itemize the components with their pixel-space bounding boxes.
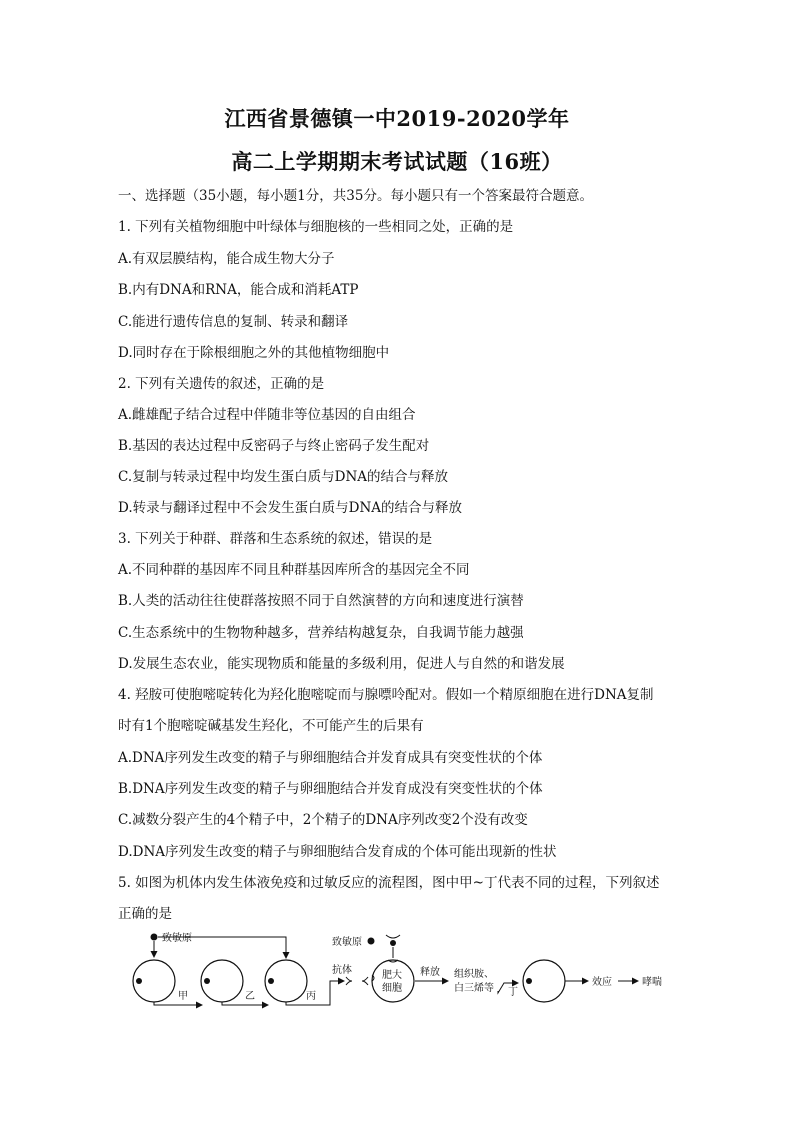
substances-line2: 白三烯等	[454, 983, 494, 994]
question-3-option-b: B.人类的活动往往使群落按照不同于自然演替的方向和速度进行演替	[118, 593, 524, 609]
allergen-dot-right-2	[390, 940, 396, 946]
mast-cell-label-line2: 细胞	[382, 983, 402, 994]
allergen-bind-shape	[386, 935, 400, 938]
label-jia: 甲	[178, 991, 188, 1002]
question-1-option-a: A.有双层膜结构，能合成生物大分子	[118, 251, 335, 267]
question-1-stem: 1. 下列有关植物细胞中叶绿体与细胞核的一些相同之处，正确的是	[118, 219, 514, 235]
question-4-stem-line2: 时有1个胞嘧啶碱基发生羟化，不可能产生的后果有	[118, 718, 424, 734]
question-3-option-c: C.生态系统中的生物物种越多，营养结构越复杂，自我调节能力越强	[118, 625, 524, 641]
question-4-stem-line1: 4. 羟胺可使胞嘧啶转化为羟化胞嘧啶而与腺嘌呤配对。假如一个精原细胞在进行DNA复制	[118, 687, 654, 703]
question-1-option-b: B.内有DNA和RNA，能合成和消耗ATP	[118, 282, 359, 298]
question-4-option-a: A.DNA序列发生改变的精子与卵细胞结合并发育成具有突变性状的个体	[118, 750, 543, 766]
effect-label: 效应	[592, 977, 612, 988]
section-header: 一、选择题（35小题，每小题1分，共35分。每小题只有一个答案最符合题意。	[118, 188, 593, 204]
exam-title-line1: 江西省景德镇一中2019-2020学年	[224, 106, 570, 131]
release-label: 释放	[420, 967, 440, 978]
label-ding: 丁	[508, 987, 518, 998]
target-cell-nucleus	[526, 978, 532, 984]
cell-3-nucleus	[268, 978, 274, 984]
question-4-option-c: C.减数分裂产生的4个精子中，2个精子的DNA序列改变2个没有改变	[118, 812, 528, 828]
cell-1-nucleus	[136, 978, 142, 984]
cell-2-nucleus	[204, 978, 210, 984]
allergen-dot-right	[368, 938, 375, 945]
allergen-left-label: 致敏原	[162, 933, 192, 944]
antibody-y-shape-left	[346, 977, 352, 985]
arrow-yi-path	[222, 1002, 268, 1005]
question-3-option-d: D.发展生态农业，能实现物质和能量的多级利用，促进人与自然的和谐发展	[118, 656, 565, 672]
antibody-y-shape-right	[362, 977, 368, 985]
question-2-option-d: D.转录与翻译过程中不会发生蛋白质与DNA的结合与释放	[118, 500, 463, 516]
allergen-dot-left	[151, 934, 158, 941]
immune-flow-diagram	[118, 925, 678, 1015]
exam-title-line2: 高二上学期期末考试试题（16班）	[231, 149, 563, 174]
question-5-stem-line2: 正确的是	[118, 906, 172, 922]
question-1-option-d: D.同时存在于除根细胞之外的其他植物细胞中	[118, 345, 390, 361]
question-4-option-b: B.DNA序列发生改变的精子与卵细胞结合并发育成没有突变性状的个体	[118, 781, 543, 797]
question-2-option-b: B.基因的表达过程中反密码子与终止密码子发生配对	[118, 438, 430, 454]
mast-cell	[372, 960, 414, 1002]
question-2-stem: 2. 下列有关遗传的叙述，正确的是	[118, 376, 325, 392]
question-3-stem: 3. 下列关于种群、群落和生态系统的叙述，错误的是	[118, 531, 433, 547]
substances-line1: 组织胺、	[454, 969, 494, 980]
allergen-right-label: 致敏原	[332, 937, 362, 948]
question-5-stem-line1: 5. 如图为机体内发生体液免疫和过敏反应的流程图，图中甲~丁代表不同的过程，下列叙述	[118, 875, 660, 891]
antibody-label: 抗体	[332, 965, 352, 976]
label-bing: 丙	[306, 991, 316, 1002]
question-4-option-d: D.DNA序列发生改变的精子与卵细胞结合发育成的个体可能出现新的性状	[118, 844, 557, 860]
question-2-option-a: A.雌雄配子结合过程中伴随非等位基因的自由组合	[118, 407, 416, 423]
arrow-ding-path	[498, 983, 508, 993]
mast-cell-label-line1: 肥大	[382, 970, 402, 981]
asthma-label: 哮喘	[642, 977, 662, 988]
label-yi: 乙	[245, 991, 255, 1002]
question-3-option-a: A.不同种群的基因库不同且种群基因库所含的基因完全不同	[118, 562, 470, 578]
question-1-option-c: C.能进行遗传信息的复制、转录和翻译	[118, 314, 349, 330]
question-2-option-c: C.复制与转录过程中均发生蛋白质与DNA的结合与释放	[118, 469, 449, 485]
arrow-jia-path	[154, 1002, 202, 1005]
